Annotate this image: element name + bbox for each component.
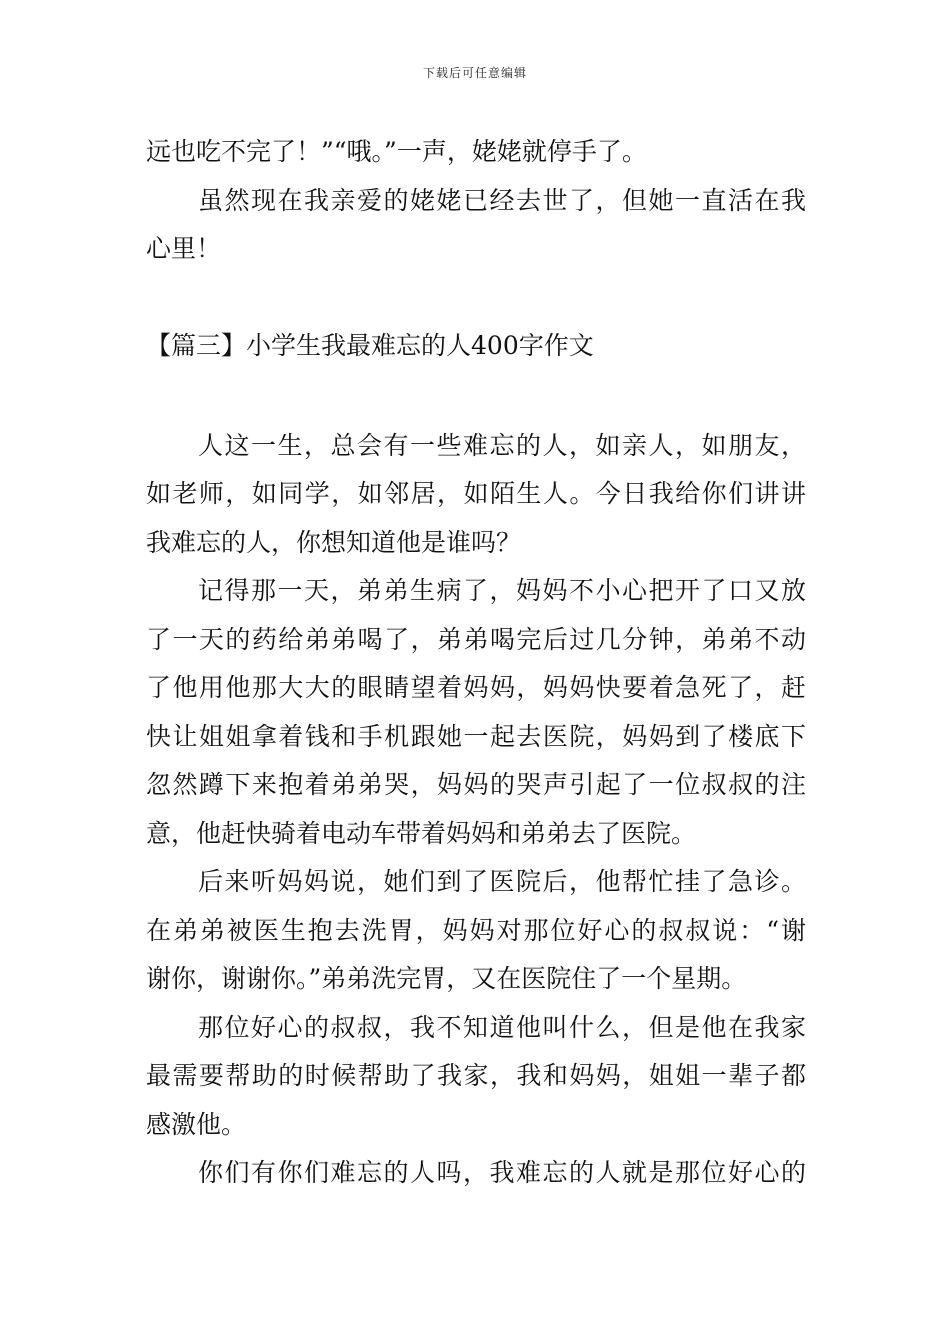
text-line: 谢你，谢谢你。”弟弟洗完胃，又在医院住了一个星期。 <box>146 964 747 993</box>
text-line: 远也吃不完了！”“哦。”一声，姥姥就停手了。 <box>146 137 647 166</box>
spacer <box>146 370 806 422</box>
document-body <box>146 128 806 1198</box>
text-line: 忽然蹲下来抱着弟弟哭，妈妈的哭声引起了一位叔叔的注 <box>146 770 806 799</box>
text-line: 感激他。 <box>146 1109 247 1139</box>
text-line: 在弟弟被医生抱去洗胃，妈妈对那位好心的叔叔说：“谢 <box>146 915 806 945</box>
text-line: 意，他赶快骑着电动车带着妈妈和弟弟去了医院。 <box>146 818 697 848</box>
text-line: 人这一生，总会有一些难忘的人，如亲人，如朋友， <box>198 430 806 460</box>
text-line: 了他用他那大大的眼睛望着妈妈，妈妈快要着急死了，赶 <box>146 673 806 702</box>
text-line: 那位好心的叔叔，我不知道他叫什么，但是他在我家 <box>198 1012 806 1042</box>
text-line: 快让姐姐拿着钱和手机跟她一起去医院，妈妈到了楼底下 <box>146 721 806 751</box>
page-header-note: 下载后可任意编辑 <box>422 66 527 80</box>
text-line: 了一天的药给弟弟喝了，弟弟喝完后过几分钟，弟弟不动 <box>146 624 806 654</box>
text-line: 后来听妈妈说，她们到了医院后，他帮忙挂了急诊。 <box>198 867 806 896</box>
text-line: 我难忘的人，你想知道他是谁吗？ <box>146 527 522 557</box>
text-line: 你们有你们难忘的人吗，我难忘的人就是那位好心的 <box>198 1158 806 1187</box>
text-line: 记得那一天，弟弟生病了，妈妈不小心把开了口又放 <box>198 576 806 605</box>
text-line: 虽然现在我亲爱的姥姥已经去世了，但她一直活在我 <box>198 185 806 215</box>
text-line: 最需要帮助的时候帮助了我家，我和妈妈，姐姐一辈子都 <box>146 1061 806 1090</box>
spacer <box>146 274 806 322</box>
text-line: 心里！ <box>146 234 222 263</box>
text-line: 如老师，如同学，如邻居，如陌生人。今日我给你们讲讲 <box>146 479 806 508</box>
section-heading: 【篇三】小学生我最难忘的人400字作文 <box>146 330 594 360</box>
